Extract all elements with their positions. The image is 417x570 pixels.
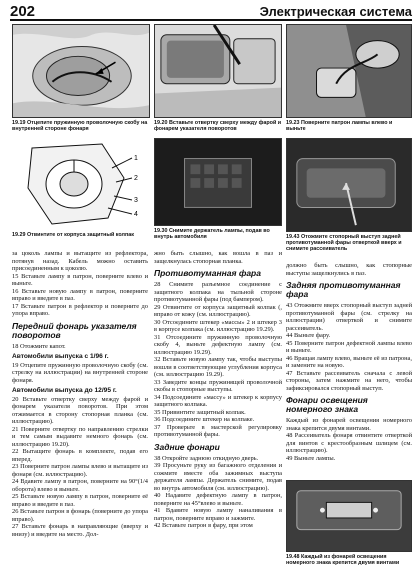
figure-19-30-photo xyxy=(154,138,282,226)
figure-19-23-photo xyxy=(286,24,412,118)
paragraph: 48 Рассеиватель фонаря отвинтите отверткой для винтов с крестообразным шлицем (см. иллюстрацию). xyxy=(286,432,412,454)
text-column-1 xyxy=(12,250,148,538)
paragraph: 34 Подсоедините «массу» и штекер к корпусу защитного колпака. xyxy=(154,393,282,408)
paragraph: жно быть слышно, как вошла в паз и защелкнулась стопорная планка. xyxy=(154,250,282,265)
page-number: 202 xyxy=(10,3,36,20)
paragraph: 32 Вставьте новую лампу так, чтобы выступы вошли в соответствующие углубления корпуса (см. иллюстрацию 19.29). xyxy=(154,356,282,378)
svg-text:3: 3 xyxy=(134,197,138,204)
paragraph: Каждый из фонарей освещения номерного знака крепится двумя винтами. xyxy=(286,417,412,432)
section-heading: Противотуманная фара xyxy=(154,268,261,278)
paragraph: 19 Отцепите пружинную проволочную скобу (см. стрелку на иллюстрации) на внутренней стороне фонаря. xyxy=(12,361,148,384)
figure-19-30-caption: 19.30 Снимите держатель лампы, подав во внутрь автомобиля xyxy=(154,228,270,241)
figure-19-19 xyxy=(12,24,150,136)
svg-text:1: 1 xyxy=(134,155,138,162)
figure-19-48-caption: 19.48 Каждый из фонарей освещения номерного знака крепится двумя винтами xyxy=(286,554,400,567)
page-title: Электрическая система xyxy=(259,4,412,19)
text-column-3 xyxy=(286,262,412,462)
paragraph: 37 Проверьте в мастерской регулировку противотуманной фары. xyxy=(154,423,282,438)
paragraph: 45 Поверните патрон дефектной лампы влево и выньте. xyxy=(286,339,412,354)
section-heading: Задняя противотуманная фара xyxy=(286,280,401,299)
paragraph: 33 Заведите концы пружинящей проволочной скобы в стопорные выступы. xyxy=(154,378,282,393)
figure-19-19-caption: 19.19 Отцепите пружинную проволочную скобу на внутренней стороне фонаря xyxy=(12,120,148,133)
paragraph: 29 Отвинтите от корпуса защитный колпак (, вправо от кожу (см. иллюстрацию). xyxy=(154,303,282,318)
paragraph: 43 Отожмите вверх стопорный выступ задней противотуманной фары (см. стрелку на иллюстрации) отверткой и снимите рассеиватель. xyxy=(286,302,412,332)
paragraph: 22 Вытащите фонарь в комплекте, подав его вперед. xyxy=(12,448,148,463)
paragraph: 49 Выньте лампы. xyxy=(286,454,336,462)
svg-text:2: 2 xyxy=(134,175,138,182)
section-heading: Фонари освещения номерного знака xyxy=(286,395,368,414)
paragraph: 39 Просуньте руку из багажного отделения и сожмите вместе оба зажимных выступа держателя лампы. Держатель снимите, подав во внутрь автомобиля (см. иллюстрацию). xyxy=(154,462,282,492)
page-header xyxy=(10,3,412,21)
paragraph: 15 Вставьте лампу в патрон, поверните влево и выньте. xyxy=(12,272,148,287)
figure-19-48 xyxy=(286,480,412,568)
paragraph: 25 Вставьте новую лампу в патрон, поверните её вправо и введите в паз. xyxy=(12,493,148,508)
paragraph: 47 Вставьте рассеиватель сначала с левой стороны, затем нажмите на него, чтобы зафиксировался стопорный выступ. xyxy=(286,369,412,392)
subheading: Автомобили выпуска до 12/95 г. xyxy=(12,387,117,394)
figure-19-20-caption: 19.20 Вставьте отвертку сверху между фарой и фонарем указателя поворотов xyxy=(154,120,282,133)
paragraph: 41 Вдавите новую лампу наналивания в патрон, поверните вправо и зажмите. xyxy=(154,507,282,522)
paragraph: 16 Вставьте новую лампу в патрон, поверните вправо и введите в паз. xyxy=(12,287,148,302)
paragraph: 38 Откройте заднюю откидную дверь. xyxy=(154,454,259,462)
section-heading: Передний фонарь указателя поворотов xyxy=(12,320,137,340)
paragraph: 17 Вставьте патрон в рефлектор и поверните до упора вправо. xyxy=(12,302,148,317)
paragraph: 24 Вдавите лампу в патрон, поверните на 90°(1/4 оборота) влево и выньте. xyxy=(12,478,148,493)
paragraph: 26 Вставьте патрон в фонарь (поверните до упора вправо). xyxy=(12,508,148,523)
figure-19-20 xyxy=(154,24,282,136)
paragraph: 30 Отсоедините штекер «массы» 2 и штекер 3 в корпусе колпака (см. иллюстрацию 19.29). xyxy=(154,318,282,333)
paragraph: 42 Вставьте патрон в фару, при этом xyxy=(154,522,253,529)
figure-19-19-photo xyxy=(12,24,150,118)
paragraph: 31 Отсоедините пружинную проволочную скобу 4, выньте дефектную лампу (см. иллюстрацию 19.29). xyxy=(154,333,282,356)
figure-19-23-caption: 19.23 Поверните патрон лампы влево и выньте xyxy=(286,120,393,133)
paragraph: за цоколь лампы и вытащите из рефлектора, потянув назад. Кабель можно оставить присоединенным к цоколю. xyxy=(12,250,148,272)
figure-19-43 xyxy=(286,138,412,260)
figure-19-30 xyxy=(154,138,282,246)
figure-19-29-photo xyxy=(12,138,150,230)
figure-19-29-caption: 19.29 Отвинтите от корпуса защитный колпак xyxy=(12,232,134,238)
figure-19-20-photo xyxy=(154,24,282,118)
section-heading: Задние фонари xyxy=(154,441,220,452)
figure-19-43-photo xyxy=(286,138,412,232)
text-column-2 xyxy=(154,250,282,530)
paragraph: 18 Отожмите капот. xyxy=(12,342,66,350)
paragraph: 20 Вставьте отвертку сверху между фарой и фонарем указателя поворотов. При этом отжимается в сторону стопорная планка (см. иллюстрацию). xyxy=(12,395,148,425)
subheading: Автомобили выпуска с 1/96 г. xyxy=(12,353,109,360)
figure-19-23 xyxy=(286,24,412,136)
paragraph: 23 Поверните патрон лампы влево и вытащите из фонаря (см. иллюстрацию). xyxy=(12,463,148,478)
figure-19-48-photo xyxy=(286,480,412,552)
figure-19-29 xyxy=(12,138,150,246)
figure-19-43-caption: 19.43 Отожмите стопорный выступ задней противотуманной фары отверткой вверх и снимите рассеиватель xyxy=(286,234,402,253)
paragraph: 40 Надавите дефектную лампу в патрон, поверните на 45°влево и выньте. xyxy=(154,492,282,507)
svg-text:4: 4 xyxy=(134,211,138,218)
paragraph: 44 Выньте фару. xyxy=(286,332,331,339)
paragraph: 35 Привинтите защитный колпак. xyxy=(154,408,246,416)
paragraph: 21 Поверните отвертку по направлению стрелки и тем самым выдавите немного фонарь (см. иллюстрацию 19.20). xyxy=(12,425,148,448)
paragraph: 28 Снимите разъемное соединение с защитного колпака на тыльной стороне противотуманной фары (под бампером). xyxy=(154,281,282,303)
paragraph: 46 Вращая лампу влево, выньте её из патрона, и замените на новую. xyxy=(286,354,412,369)
paragraph: должно быть слышно, как стопорные выступы защелкнулись в паз. xyxy=(286,262,412,277)
paragraph: 27 Вставьте фонарь в направляющие (вверху и внизу) и введите на место. Дол- xyxy=(12,523,148,538)
paragraph: 36 Подсоедините штекер на колпаке. xyxy=(154,416,255,423)
